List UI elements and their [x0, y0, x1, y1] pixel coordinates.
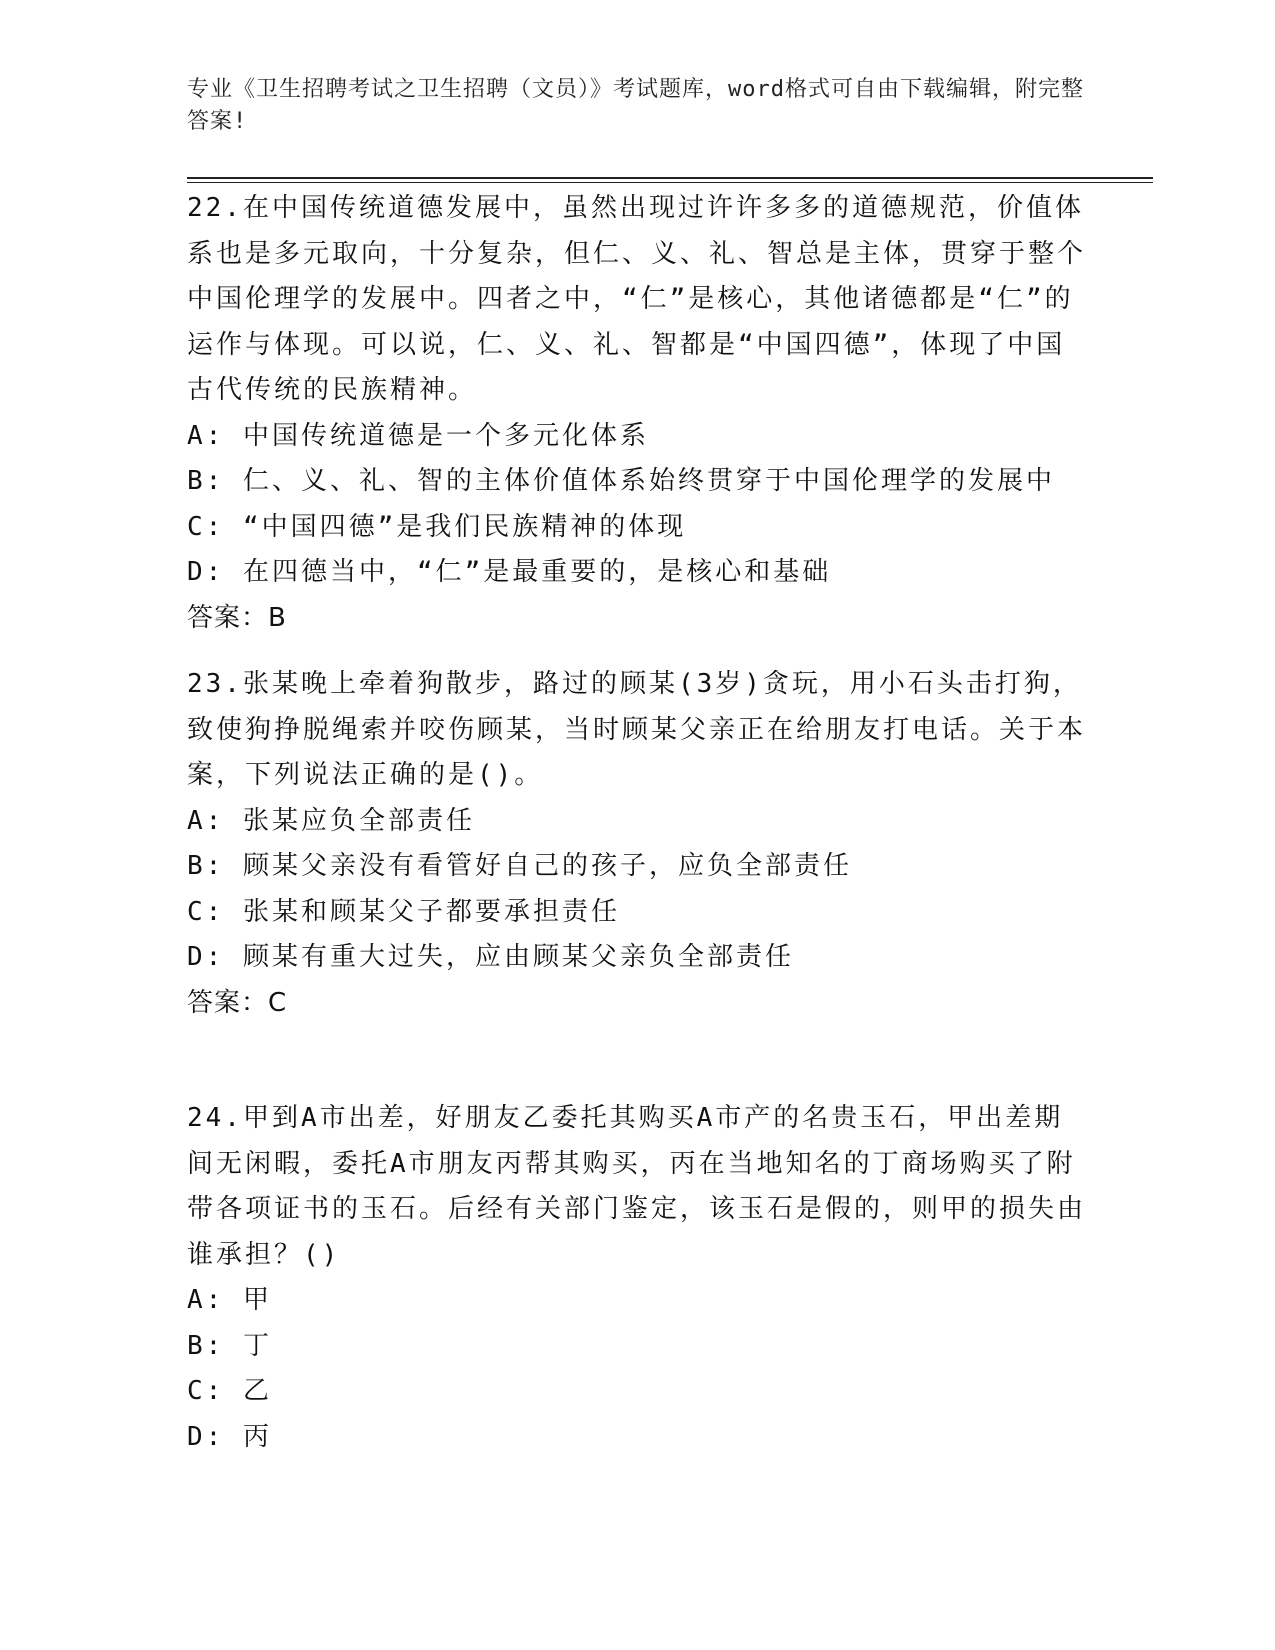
option-d: D: 丙: [187, 1421, 272, 1452]
option-a: A: 中国传统道德是一个多元化体系: [187, 420, 649, 451]
question-stem: 22.在中国传统道德发展中，虽然出现过许许多多的道德规范，价值体系也是多元取向，十分复杂，但仁、义、礼、智总是主体，贯穿于整个中国伦理学的发展中。四者之中，“仁”是核心，其他诸德都是“仁”的运作与体现。可以说，仁、义、礼、智都是“中国四德”，体现了中国古代传统的民族精神。: [187, 193, 1087, 405]
option-c: C: 张某和顾某父子都要承担责任: [187, 896, 620, 927]
header-divider: [187, 177, 1153, 183]
option-b: B: 顾某父亲没有看管好自己的孩子，应负全部责任: [187, 851, 852, 881]
document-header: 专业《卫生招聘考试之卫生招聘（文员）》考试题库，word格式可自由下载编辑，附完整答案!: [187, 77, 1084, 134]
question-22: [187, 186, 1087, 641]
option-a: A: 张某应负全部责任: [187, 805, 475, 836]
option-c: C: “中国四德”是我们民族精神的体现: [187, 511, 687, 542]
option-d: D: 在四德当中，“仁”是最重要的，是核心和基础: [187, 557, 832, 587]
option-d: D: 顾某有重大过失，应由顾某父亲负全部责任: [187, 942, 794, 972]
option-b: B: 仁、义、礼、智的主体价值体系始终贯穿于中国伦理学的发展中: [187, 466, 1055, 496]
option-b: B: 丁: [187, 1330, 272, 1361]
option-c: C: 乙: [187, 1376, 272, 1406]
option-a: A: 甲: [187, 1285, 272, 1315]
question-24: [187, 1096, 1087, 1460]
answer-text: 答案：B: [187, 602, 287, 633]
question-stem: 23.张某晚上牵着狗散步，路过的顾某(3岁)贪玩，用小石头击打狗，致使狗挣脱绳索并咬伤顾某，当时顾某父亲正在给朋友打电话。关于本案，下列说法正确的是()。: [187, 669, 1087, 790]
question-stem: 24.甲到A市出差，好朋友乙委托其购买A市产的名贵玉石，甲出差期间无闲暇，委托A市朋友丙帮其购买，丙在当地知名的丁商场购买了附带各项证书的玉石。后经有关部门鉴定，该玉石是假的，则甲的损失由谁承担？(): [187, 1103, 1087, 1270]
answer-text: 答案：C: [187, 987, 288, 1018]
question-23: [187, 662, 1087, 1026]
